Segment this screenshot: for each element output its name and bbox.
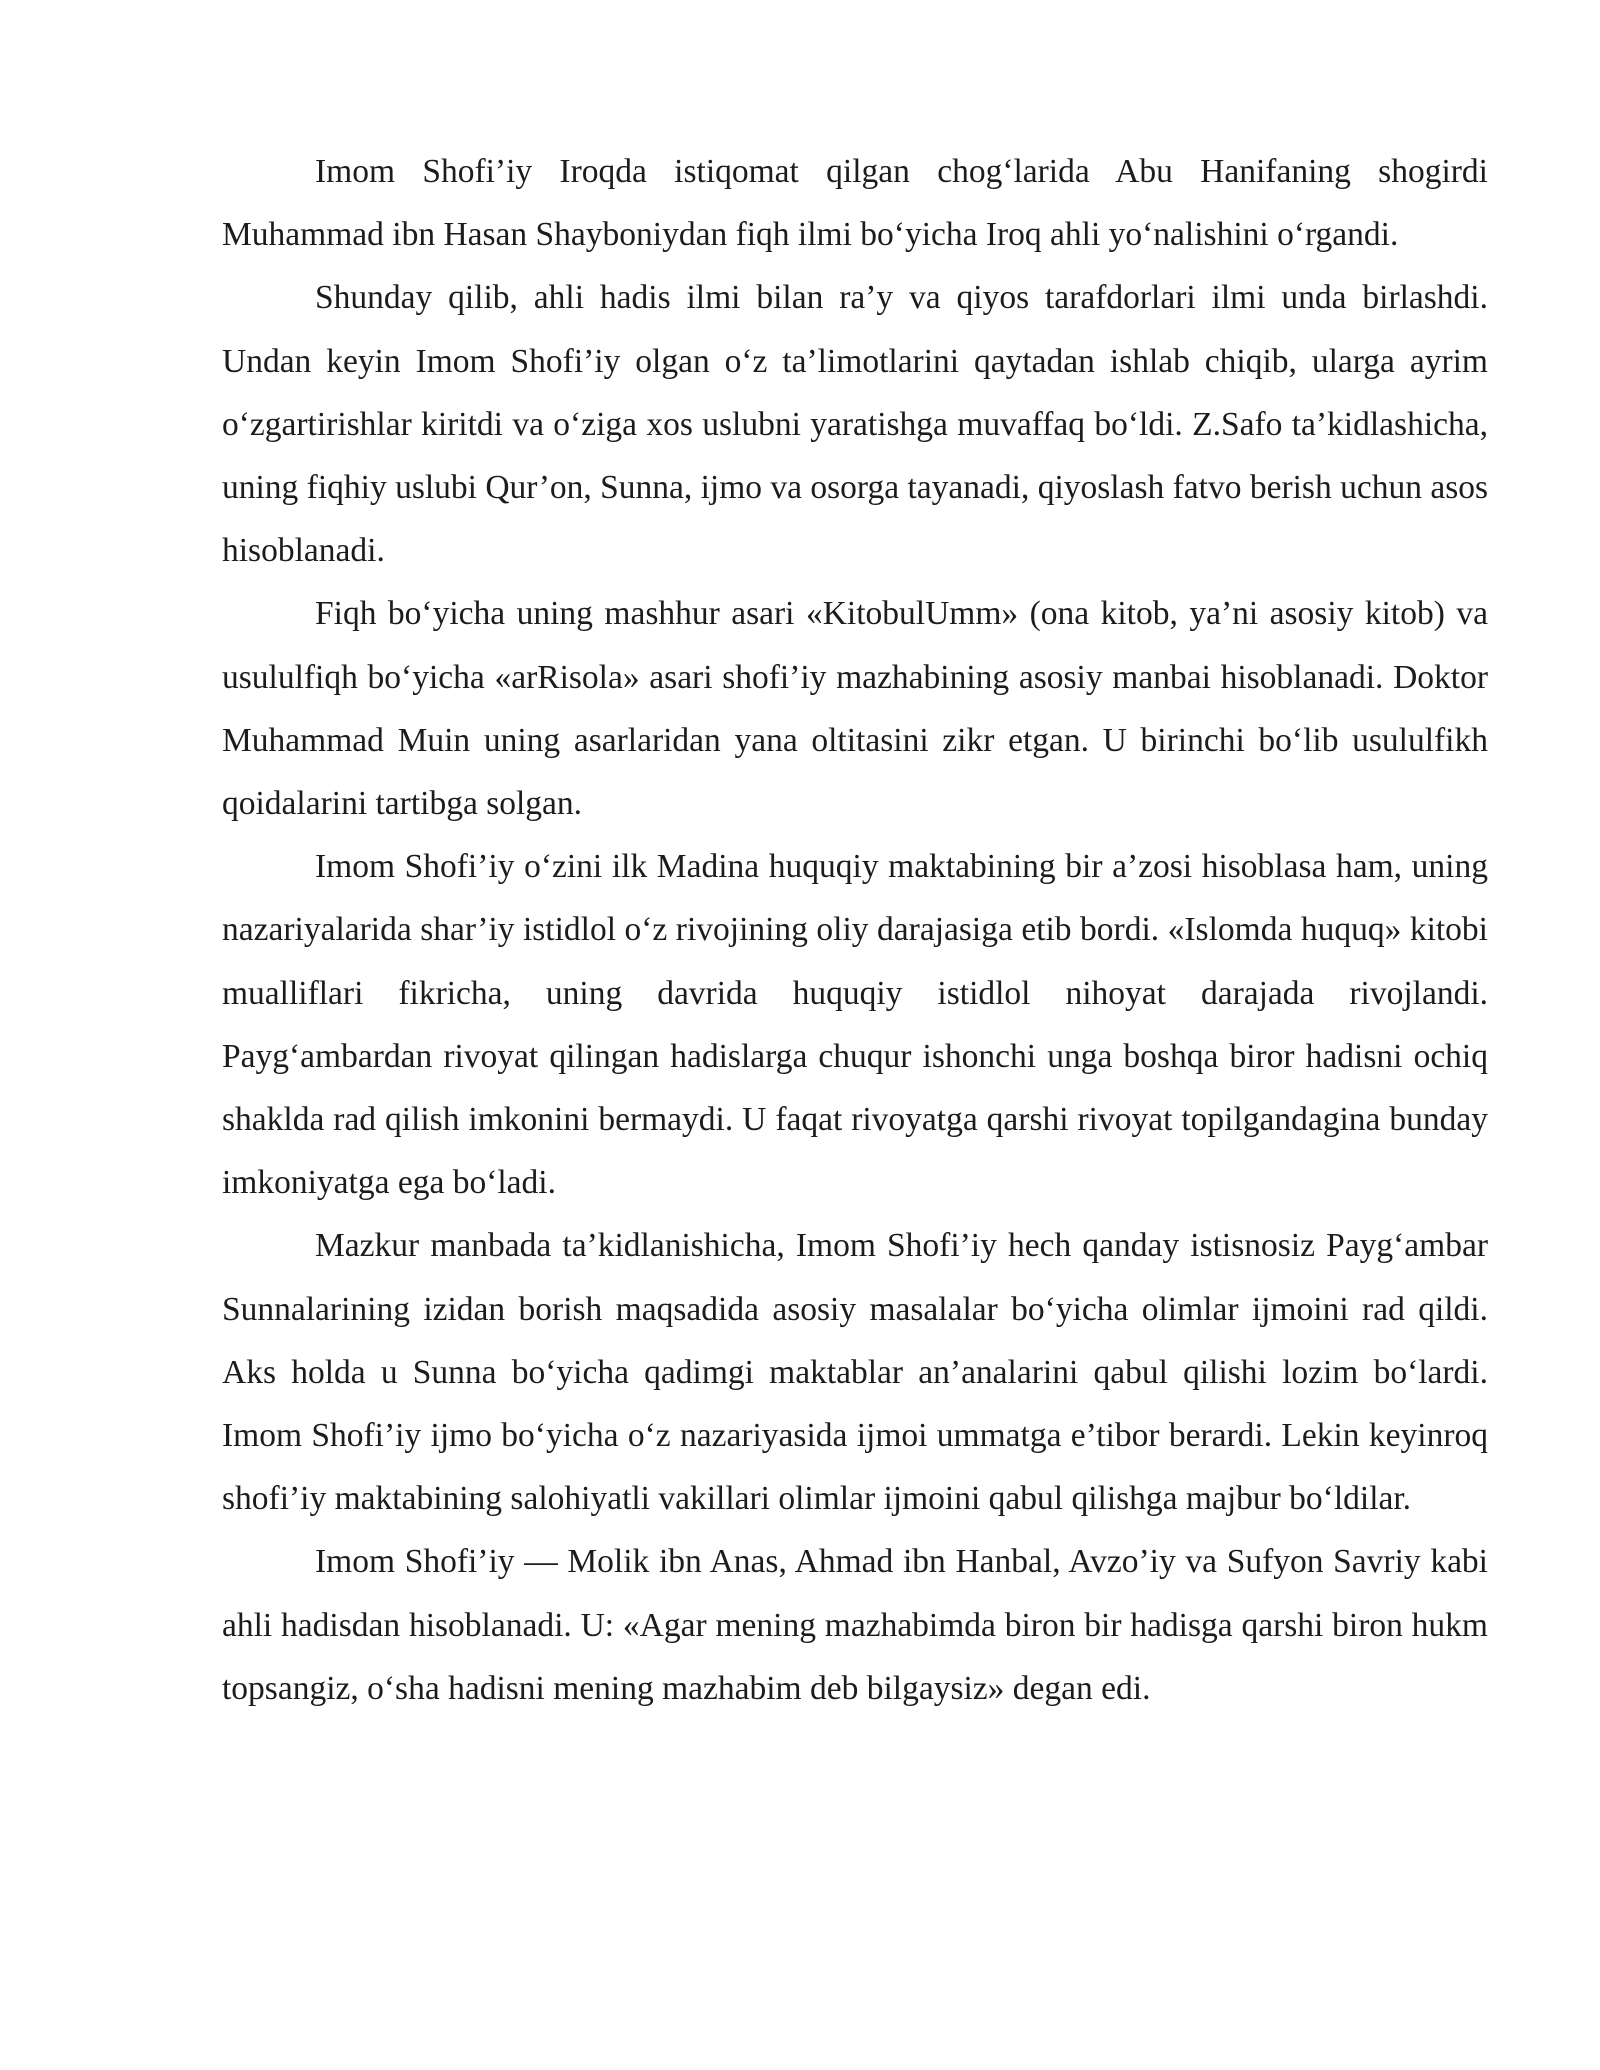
paragraph-1: Imom Shofi’iy Iroqda istiqomat qilgan chog‘larida Abu Hanifaning shogirdi Muhammad ibn Hasan Shayboniydan fiqh ilmi bo‘yicha Iroq ahli yo‘nalishini o‘rgandi. — [222, 153, 1488, 254]
paragraph-2: Shunday qilib, ahli hadis ilmi bilan ra’y va qiyos tarafdorlari ilmi unda birlashdi. Undan keyin Imom Shofi’iy olgan o‘z ta’limotlarini qaytadan ishlab chiqib, ularga ayrim o‘zgartirishlar kiritdi va o‘ziga xos uslubni yaratishga muvaffaq bo‘ldi. Z.Safo ta’kidlashicha, uning fiqhiy uslubi Qur’on, Sunna, ijmo va osorga tayanadi, qiyoslash fatvo berish uchun asos hisoblanadi. — [222, 279, 1489, 570]
paragraph-4: Imom Shofi’iy o‘zini ilk Madina huquqiy maktabining bir a’zosi hisoblasa ham, uning nazariyalarida shar’iy istidlol o‘z rivojining oliy darajasiga etib bordi. «Islomda huquq» kitobi mualliflari fikricha, uning davrida huquqiy istidlol nihoyat darajada rivojlandi. Payg‘ambardan rivoyat qilingan hadislarga chuqur ishonchi unga boshqa biror hadisni ochiq shaklda rad qilish imkonini bermaydi. U faqat rivoyatga qarshi rivoyat topilgandagina bunday imkoniyatga ega bo‘ladi. — [222, 848, 1488, 1202]
paragraph-5: Mazkur manbada ta’kidlanishicha, Imom Shofi’iy hech qanday istisnosiz Payg‘ambar Sunnalarining izidan borish maqsadida asosiy masalalar bo‘yicha olimlar ijmoini rad qildi. Aks holda u Sunna bo‘yicha qadimgi maktablar an’analarini qabul qilishi lozim bo‘lardi. Imom Shofi’iy ijmo bo‘yicha o‘z nazariyasida ijmoi ummatga e’tibor berardi. Lekin keyinroq shofi’iy maktabining salohiyatli vakillari olimlar ijmoini qabul qilishga majbur bo‘ldilar. — [222, 1227, 1488, 1518]
paragraph-3: Fiqh bo‘yicha uning mashhur asari «KitobulUmm» (ona kitob, ya’ni asosiy kitob) va usululfiqh bo‘yicha «arRisola» asari shofi’iy mazhabining asosiy manbai hisoblanadi. Doktor Muhammad Muin uning asarlaridan yana oltitasini zikr etgan. U birinchi bo‘lib usululfikh qoidalarini tartibga solgan. — [222, 595, 1488, 823]
paragraph-6: Imom Shofi’iy — Molik ibn Anas, Ahmad ibn Hanbal, Avzo’iy va Sufyon Savriy kabi ahli hadisdan hisoblanadi. U: «Agar mening mazhabimda biron bir hadisga qarshi biron hukm topsangiz, o‘sha hadisni mening mazhabim deb bilgaysiz» degan edi. — [222, 1543, 1488, 1707]
document-body — [222, 140, 1488, 1720]
